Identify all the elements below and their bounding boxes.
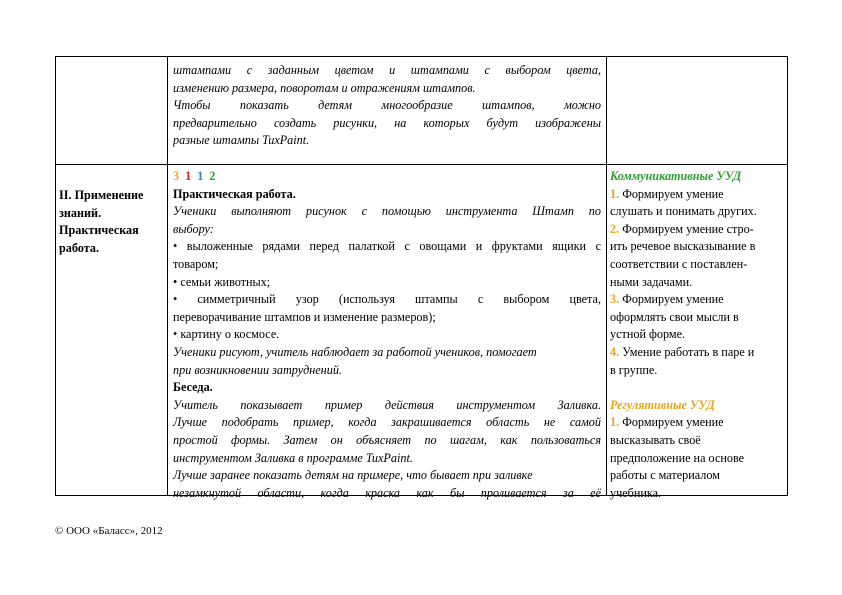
table-border-right: [787, 56, 788, 496]
text-line: Умение работать в паре и: [619, 344, 755, 359]
text-line: ить речевое высказывание в: [610, 239, 756, 254]
outcome-item: [610, 221, 786, 239]
skill-number: 2: [209, 169, 216, 183]
table-border-left: [55, 56, 56, 496]
skill-numbers: [173, 168, 601, 186]
text-line: работы с материалом: [610, 468, 720, 483]
text-line: в группе.: [610, 362, 658, 377]
copyright-footer: © ООО «Баласс», 2012: [55, 525, 163, 537]
outcome-item: [610, 291, 786, 309]
text-line: высказывать своё: [610, 432, 701, 447]
text-line: разные штампы TuxPaint.: [173, 133, 310, 148]
item-number: 1.: [610, 186, 620, 201]
text-line: Учитель показывает пример действия инструментом Заливка.: [173, 397, 601, 412]
text-line: учебника.: [610, 485, 662, 500]
text-line: простой формы. Затем он объясняет по шагам, как пользоваться: [173, 432, 601, 447]
text-line: Формируем умение стро-: [619, 221, 754, 236]
text-line: Ученики выполняют рисунок с помощью инструмента Штамп по: [173, 204, 601, 219]
table-col-divider-2: [606, 56, 607, 496]
spacer: [610, 379, 786, 397]
skill-number: 3: [173, 169, 180, 183]
activity-cell: [173, 168, 601, 502]
skill-number: 1: [197, 169, 204, 183]
text-line: товаром;: [173, 256, 219, 271]
text-line: Чтобы показать детям многообразие штампов, можно: [173, 98, 601, 113]
text-line: переворачивание штампов и изменение размеров);: [173, 309, 436, 324]
text-line: Формируем умение: [619, 415, 724, 430]
table-row-divider: [55, 164, 788, 165]
stage-label-line: II. Применение: [59, 188, 144, 202]
text-line: соответствии с поставлен-: [610, 256, 748, 271]
text-line: • симметричный узор (используя штампы с выбором цвета,: [173, 292, 601, 307]
item-number: 4.: [610, 344, 620, 359]
outcome-item: [610, 414, 786, 432]
communicative-title: Коммуникативные УУД: [610, 169, 742, 183]
lesson-table: [55, 56, 788, 500]
outcomes-cell: [610, 168, 786, 502]
item-number: 3.: [610, 292, 620, 307]
text-line: изменению размера, поворотам и отражениям штампов.: [173, 80, 476, 95]
text-line: ными задачами.: [610, 274, 693, 289]
skill-number: 1: [185, 169, 192, 183]
regulative-title: Регулятивные УУД: [610, 397, 715, 412]
text-line: Ученики рисуют, учитель наблюдает за работой учеников, помогает: [173, 344, 537, 359]
text-line: устной форме.: [610, 327, 686, 342]
outcome-item: [610, 344, 786, 362]
text-line: выбору:: [173, 221, 214, 236]
item-number: 1.: [610, 415, 620, 430]
text-line: • семьи животных;: [173, 274, 271, 289]
item-number: 2.: [610, 221, 620, 236]
text-line: незамкнутой области, когда краска как бы проливается за её: [173, 485, 601, 500]
text-line: • выложенные рядами перед палаткой с овощами и фруктами ящики с: [173, 239, 601, 254]
text-line: штампами с заданным цветом и штампами с выбором цвета,: [173, 63, 601, 77]
text-line: слушать и понимать других.: [610, 204, 757, 219]
text-line: при возникновении затруднений.: [173, 362, 342, 377]
text-line: предположение на основе: [610, 450, 745, 465]
stage-cell: [59, 187, 163, 257]
row1-middle-cell: [173, 62, 601, 150]
stage-label-line: работа.: [59, 240, 100, 255]
text-line: инструментом Заливка в программе TuxPaint.: [173, 450, 413, 465]
section-heading: Беседа.: [173, 380, 213, 395]
stage-label-line: Практическая: [59, 223, 139, 238]
stage-label-line: знаний.: [59, 205, 102, 220]
table-border-top: [55, 56, 788, 57]
text-line: Лучше подобрать пример, когда закрашивается область не самой: [173, 415, 601, 430]
text-line: Формируем умение: [619, 292, 724, 307]
table-col-divider-1: [167, 56, 168, 496]
section-heading: Практическая работа.: [173, 186, 296, 201]
text-line: • картину о космосе.: [173, 327, 280, 342]
outcome-item: [610, 186, 786, 204]
text-line: Лучше заранее показать детям на примере, что бывает при заливке: [173, 468, 533, 483]
text-line: Формируем умение: [619, 186, 724, 201]
text-line: оформлять свои мысли в: [610, 309, 739, 324]
text-line: предварительно создать рисунки, на которых будут изображены: [173, 115, 601, 130]
